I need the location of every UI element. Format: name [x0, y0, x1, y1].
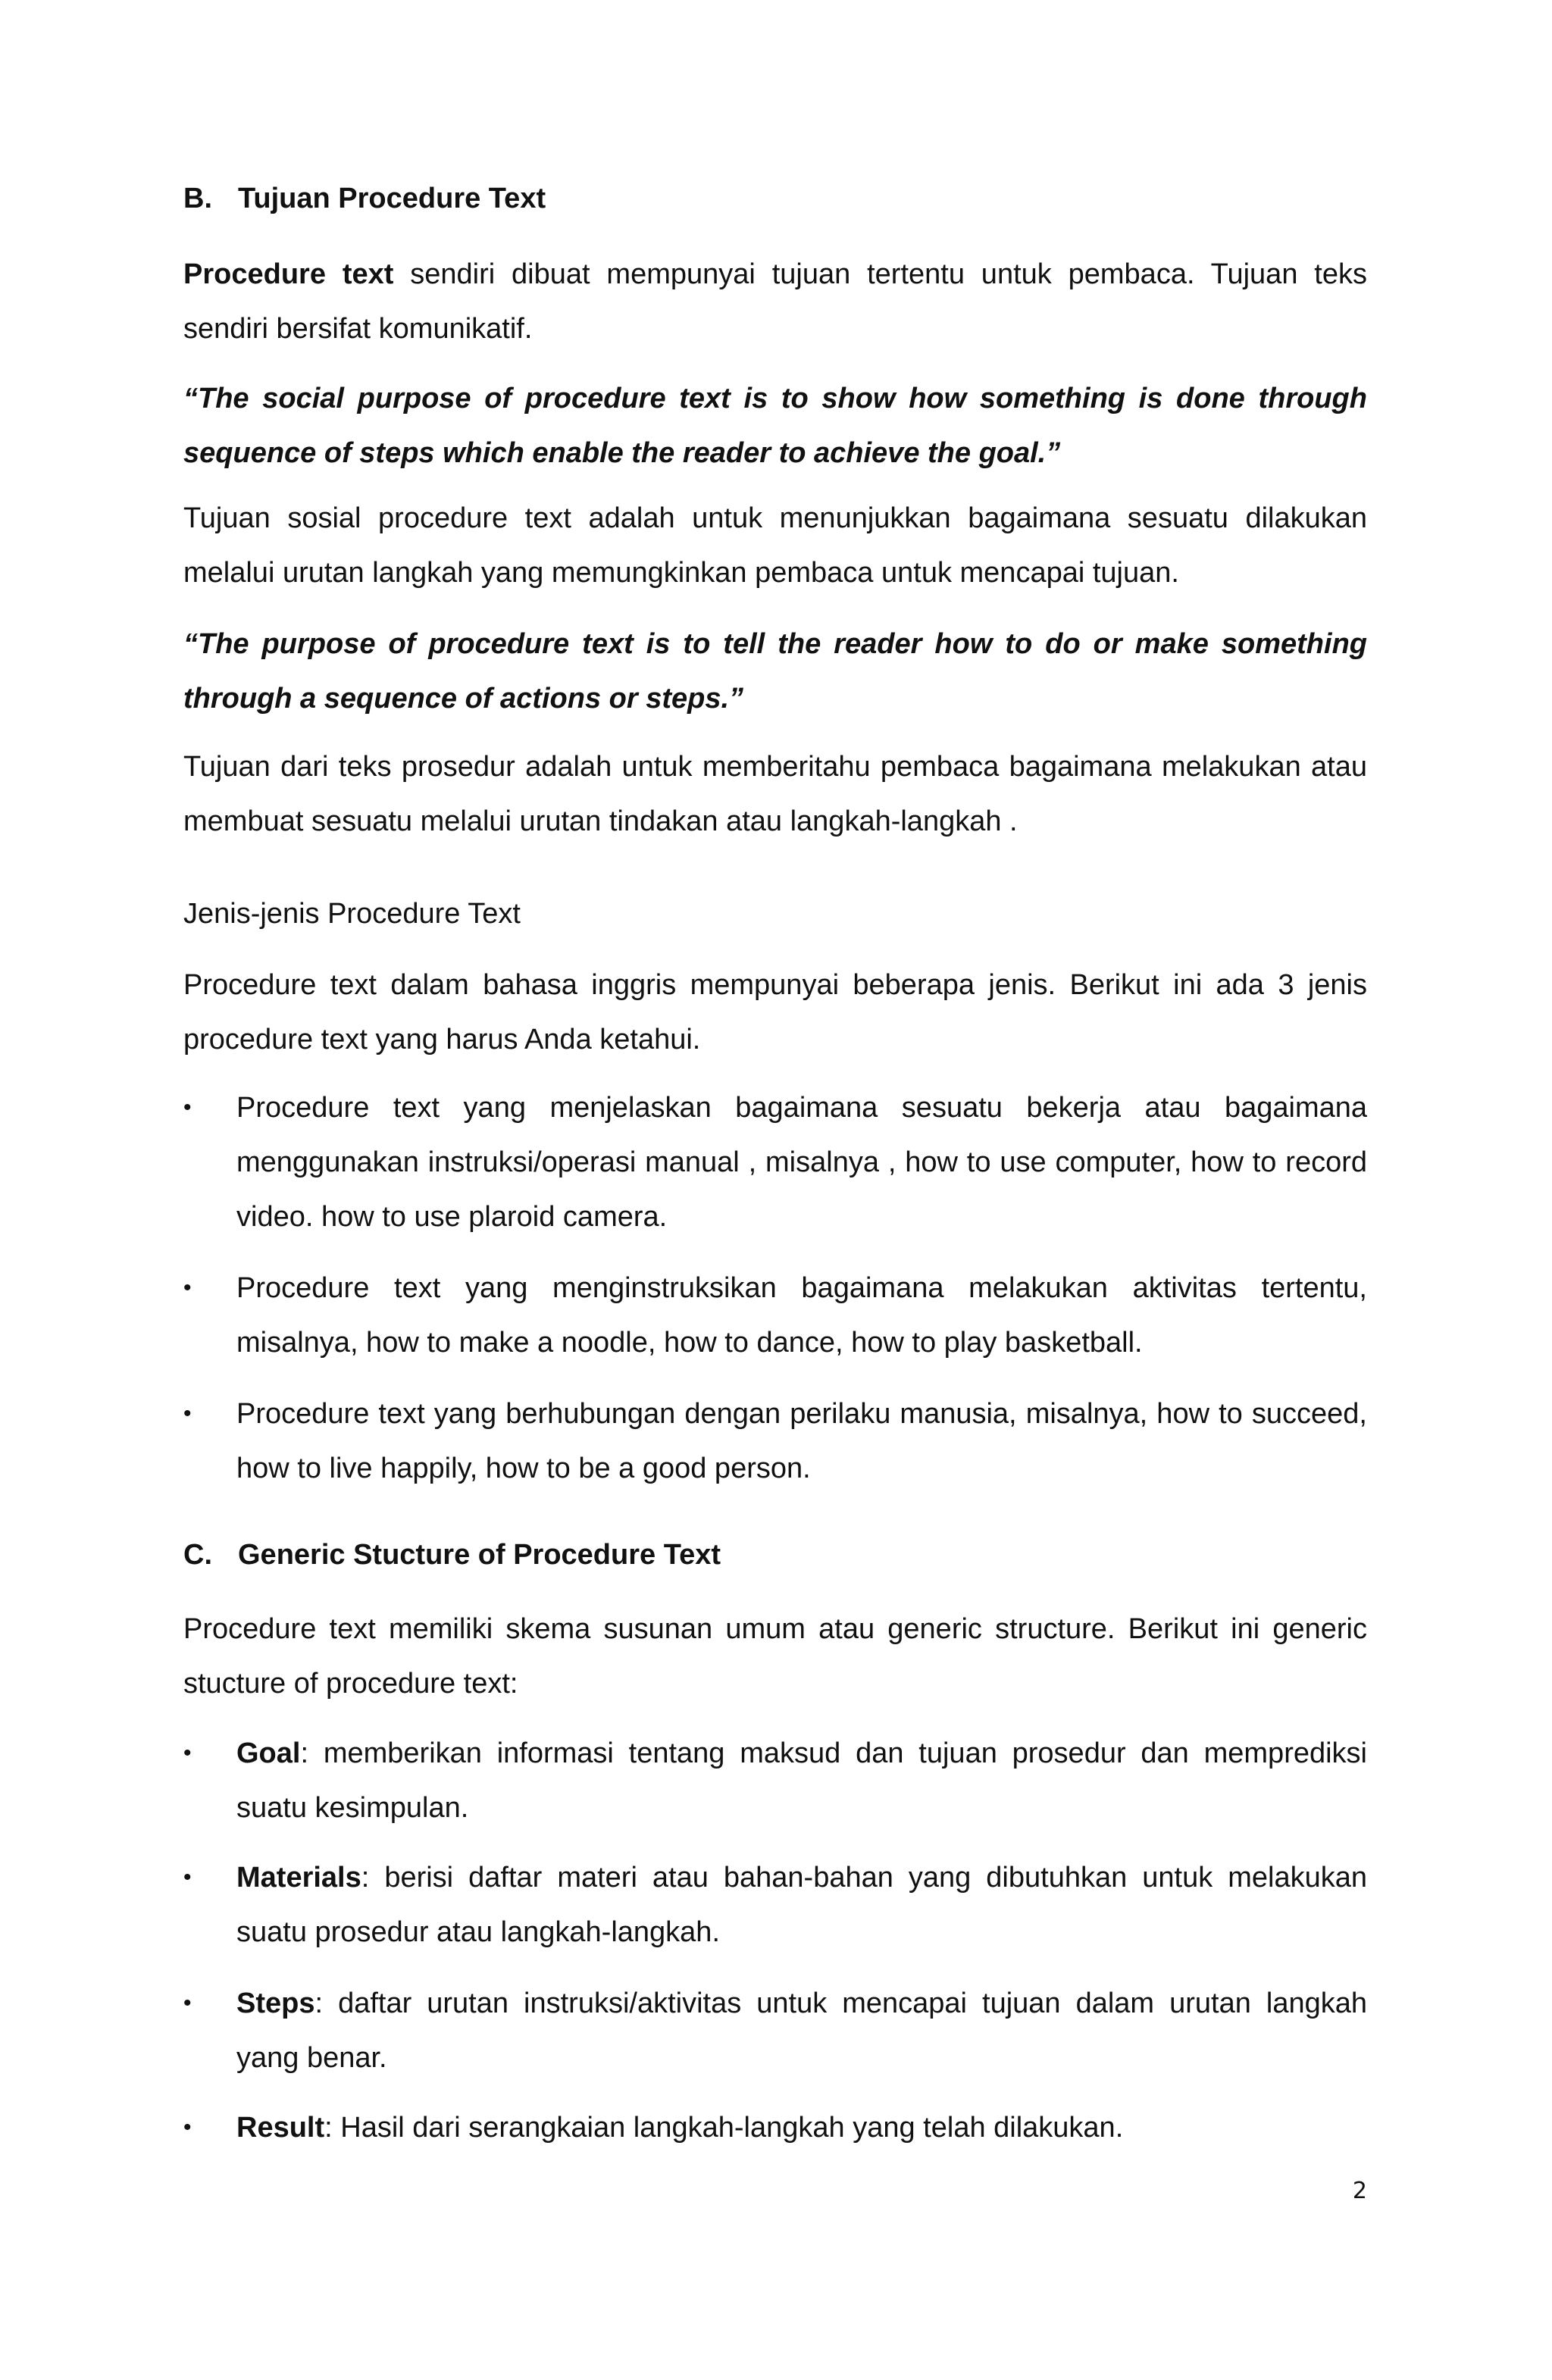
bullet-icon: •	[183, 1401, 192, 1426]
section-c-title: Generic Stucture of Procedure Text	[238, 1539, 721, 1571]
types-heading: Jenis-jenis Procedure Text	[183, 898, 521, 930]
structure-desc: : Hasil dari serangkaian langkah-langkah yang telah dilakukan.	[324, 2112, 1124, 2144]
intro-paragraph	[183, 247, 1367, 356]
structure-term: Steps	[236, 1988, 315, 2019]
type-item-text: Procedure text yang menjelaskan bagaimana sesuatu bekerja atau bagaimana menggunakan instruksi/operasi manual , misalnya , how to use computer, how to record video. how to use plaroid camera.	[236, 1092, 1367, 1233]
structure-item-text	[236, 1850, 1367, 1959]
page-number: 2	[1352, 2178, 1367, 2204]
type-item-text: Procedure text yang menginstruksikan bagaimana melakukan aktivitas tertentu, misalnya, how to make a noodle, how to dance, how to play basketball.	[236, 1272, 1367, 1359]
bullet-icon: •	[183, 2115, 192, 2140]
section-b-title: Tujuan Procedure Text	[238, 183, 546, 214]
intro-rest: sendiri dibuat mempunyai tujuan tertentu untuk pembaca. Tujuan teks sendiri bersifat komunikatif.	[183, 258, 1367, 345]
structure-term: Materials	[236, 1862, 361, 1894]
structure-desc: : berisi daftar materi atau bahan-bahan yang dibutuhkan untuk melakukan suatu prosedur atau langkah-langkah.	[236, 1862, 1367, 1948]
structure-item-text	[236, 2100, 1367, 2155]
intro-bold-lead: Procedure text	[183, 258, 394, 290]
types-intro: Procedure text dalam bahasa inggris mempunyai beberapa jenis. Berikut ini ada 3 jenis procedure text yang harus Anda ketahui.	[183, 969, 1367, 1056]
bullet-icon: •	[183, 1275, 192, 1300]
quote-purpose: “The purpose of procedure text is to tell the reader how to do or make something through a sequence of actions or steps.”	[183, 628, 1367, 715]
structure-term: Goal	[236, 1737, 301, 1769]
structure-desc: : memberikan informasi tentang maksud dan tujuan prosedur dan memprediksi suatu kesimpulan.	[236, 1737, 1367, 1824]
translation-social-purpose: Tujuan sosial procedure text adalah untuk menunjukkan bagaimana sesuatu dilakukan melalui urutan langkah yang memungkinkan pembaca untuk mencapai tujuan.	[183, 502, 1367, 589]
section-b-number: B.	[183, 183, 212, 214]
structure-term: Result	[236, 2112, 325, 2144]
structure-desc: : daftar urutan instruksi/aktivitas untuk mencapai tujuan dalam urutan langkah yang benar.	[236, 1988, 1367, 2074]
bullet-icon: •	[183, 1095, 192, 1120]
section-b-heading	[183, 176, 1367, 221]
bullet-icon: •	[183, 1740, 192, 1765]
structure-item-text	[236, 1726, 1367, 1835]
quote-social-purpose: “The social purpose of procedure text is to show how something is done through sequence of steps which enable the reader to achieve the goal.”	[183, 383, 1367, 469]
section-c-heading	[183, 1532, 1367, 1578]
bullet-icon: •	[183, 1991, 192, 2016]
translation-purpose: Tujuan dari teks prosedur adalah untuk memberitahu pembaca bagaimana melakukan atau membuat sesuatu melalui urutan tindakan atau langkah-langkah .	[183, 751, 1367, 837]
type-item-text: Procedure text yang berhubungan dengan perilaku manusia, misalnya, how to succeed, how to live happily, how to be a good person.	[236, 1398, 1367, 1484]
structure-intro: Procedure text memiliki skema susunan umum atau generic structure. Berikut ini generic stucture of procedure text:	[183, 1613, 1367, 1700]
structure-item-text	[236, 1976, 1367, 2085]
bullet-icon: •	[183, 1865, 192, 1890]
section-c-number: C.	[183, 1539, 212, 1571]
